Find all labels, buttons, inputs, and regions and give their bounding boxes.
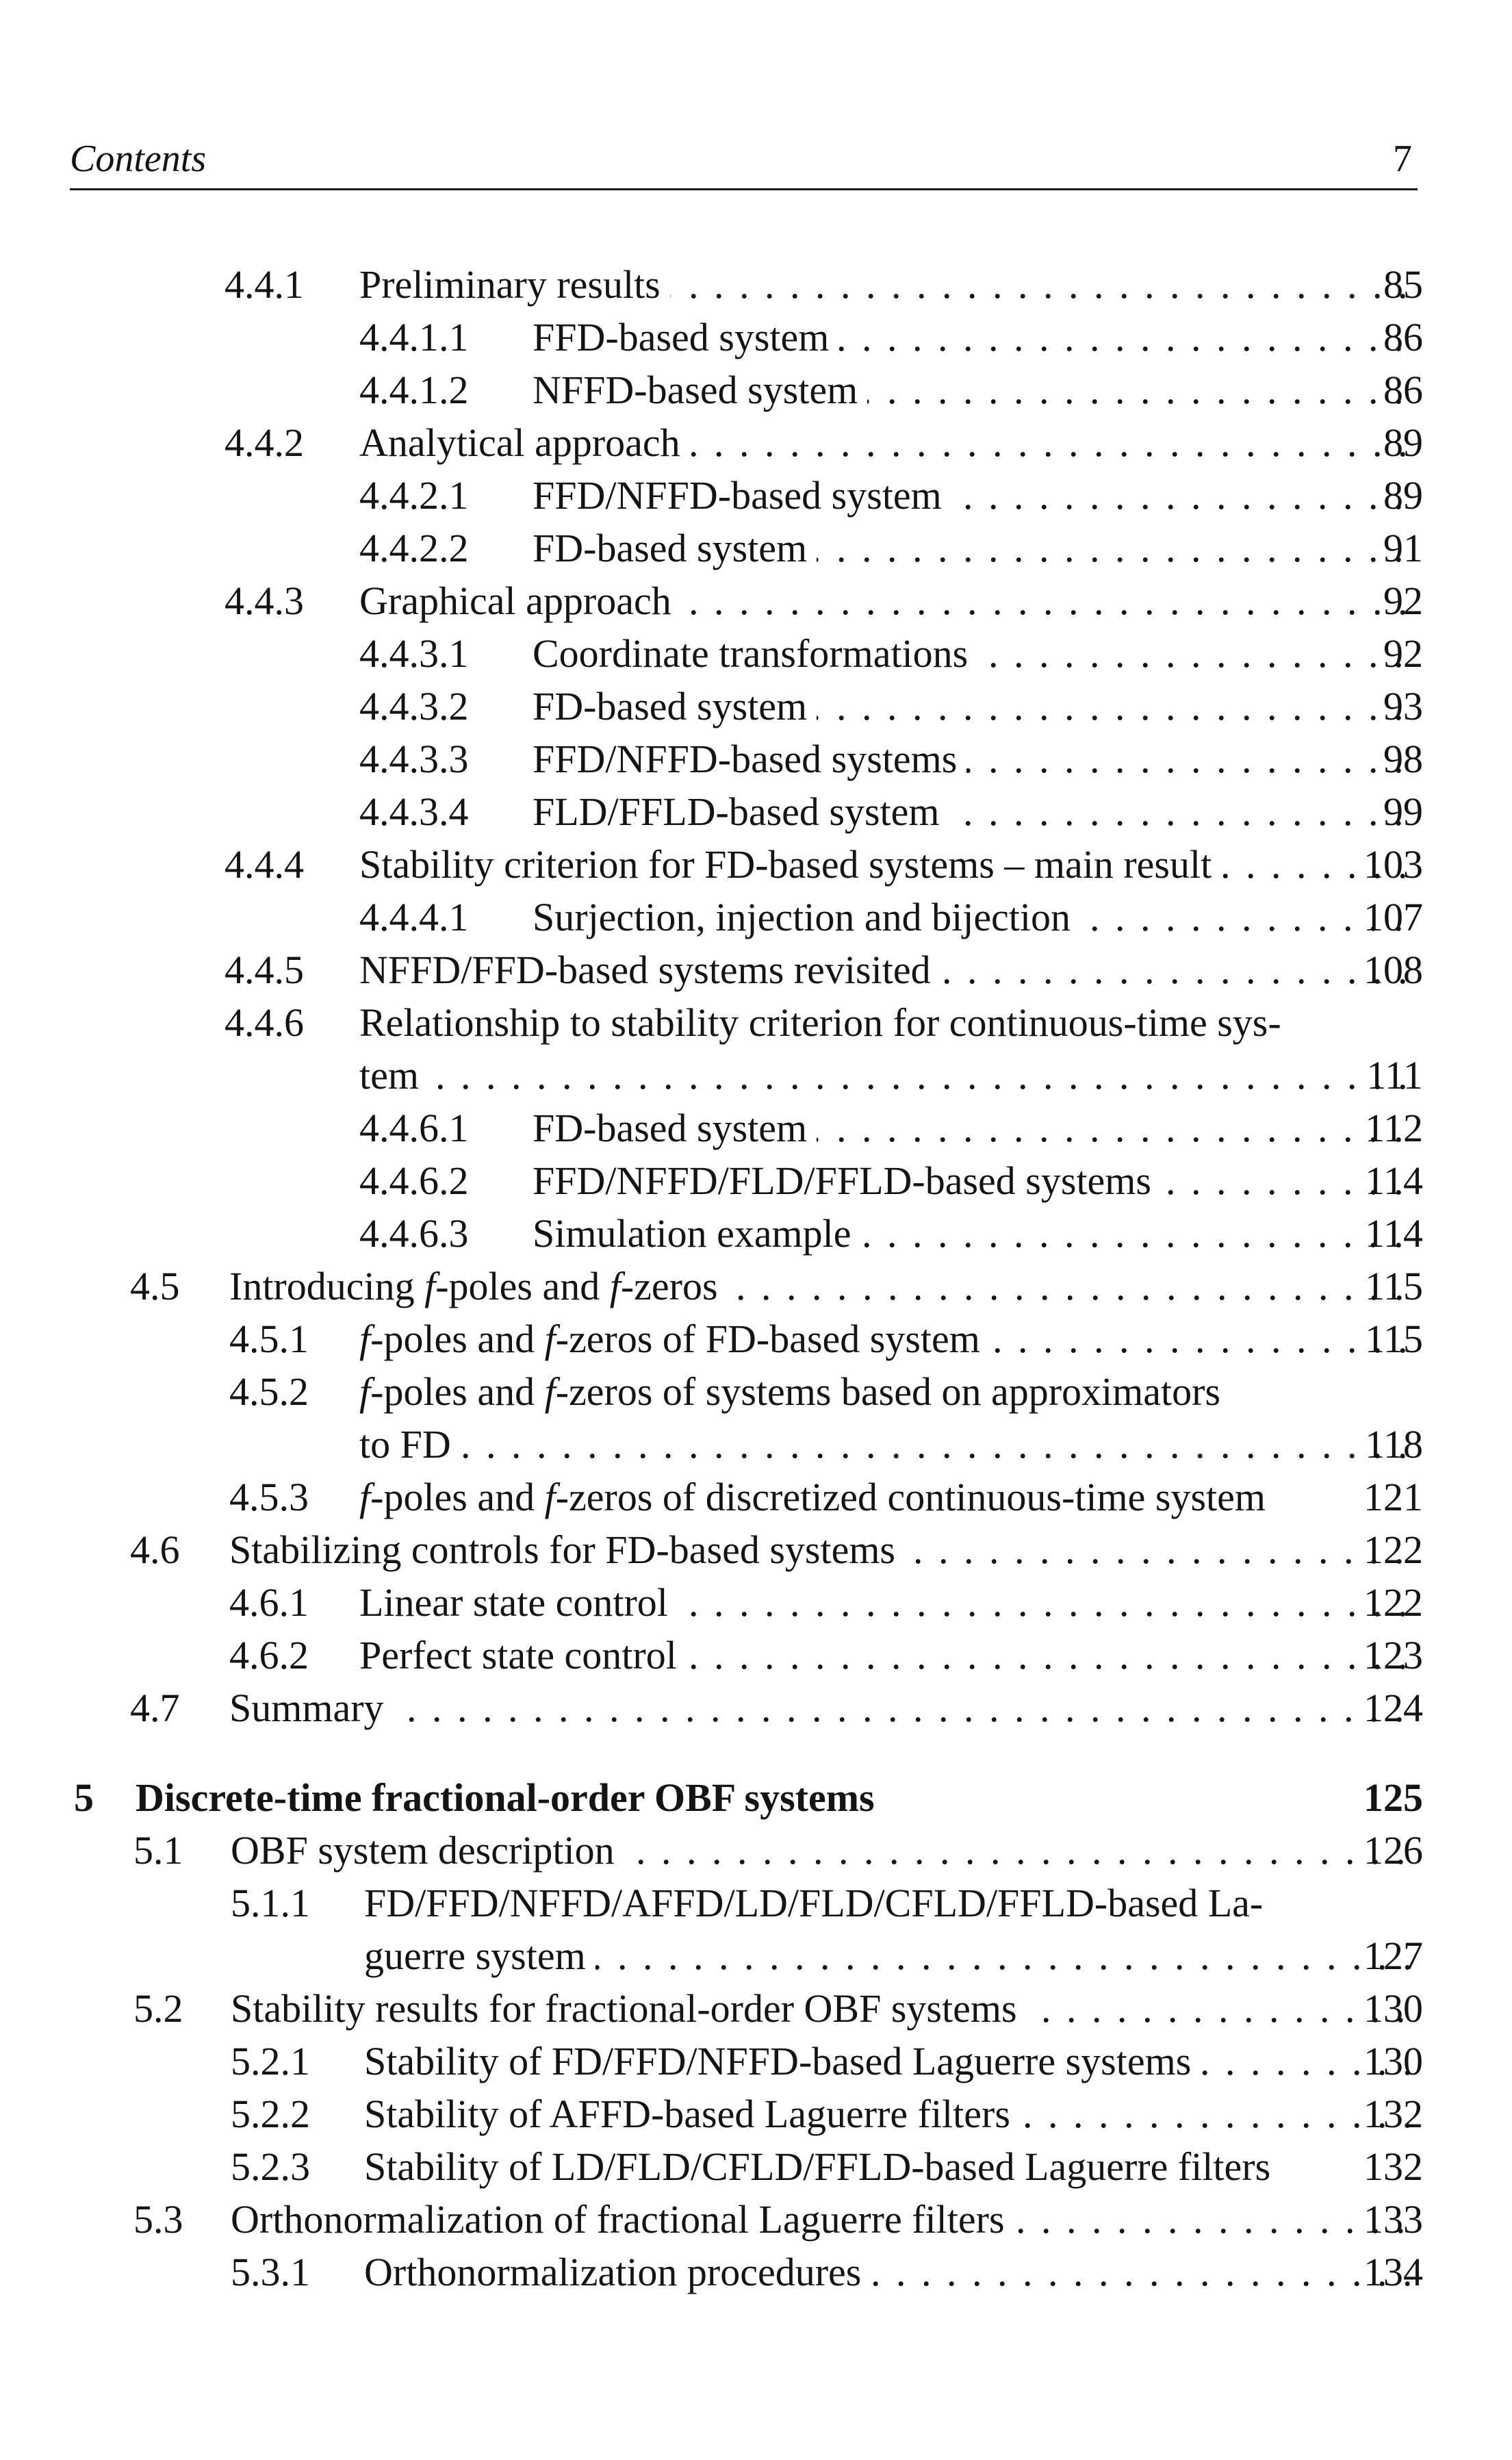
toc-entry-number: 4.4.3 (225, 579, 304, 623)
toc-entry-number: 4.6.1 (229, 1580, 309, 1625)
toc-entry-title: FD-based system (533, 526, 817, 570)
toc-entry-page: 130 (1363, 2039, 1423, 2083)
toc-entry-number: 4.5.3 (229, 1475, 309, 1519)
toc-entry-page: 98 (1383, 737, 1423, 781)
toc-entry-number: 4.6.2 (229, 1633, 309, 1677)
toc-entry-number: 5.1 (133, 1828, 183, 1873)
toc-entry[interactable] (0, 1577, 1512, 1629)
toc-entry-page: 127 (1363, 1933, 1423, 1978)
toc-entry-page: 134 (1363, 2250, 1423, 2294)
toc-entry-title: FFD/NFFD/FLD/FFLD-based systems (533, 1158, 1161, 1203)
toc-entry[interactable] (0, 733, 1512, 785)
toc-entry-title: Perfect state control (359, 1633, 687, 1677)
toc-entry[interactable] (0, 1155, 1512, 1207)
toc-entry-title: Surjection, injection and bijection (533, 895, 1080, 939)
toc-entry-page: 118 (1365, 1422, 1423, 1467)
toc-entry[interactable] (0, 522, 1512, 574)
toc-entry-page: 93 (1383, 684, 1423, 728)
toc-entry-page: 85 (1383, 262, 1423, 307)
toc-entry[interactable] (0, 2088, 1512, 2140)
toc-entry[interactable] (0, 1877, 1512, 1929)
toc-entry-page: 99 (1383, 789, 1423, 834)
toc-entry-number: 4.5.1 (229, 1317, 309, 1361)
toc-entry[interactable] (0, 944, 1512, 996)
toc-entry-page: 124 (1363, 1686, 1423, 1730)
toc-entry-page: 125 (1363, 1775, 1423, 1820)
toc-entry-title: FFD/NFFD-based systems (533, 737, 966, 781)
toc-entry[interactable] (0, 364, 1512, 416)
toc-entry[interactable] (0, 1102, 1512, 1154)
toc-entry-page: 89 (1383, 420, 1423, 465)
toc-entry[interactable] (0, 997, 1512, 1049)
toc-entry[interactable] (0, 417, 1512, 469)
toc-entry[interactable] (0, 1524, 1512, 1576)
toc-entry-title: Relationship to stability criterion for continuous-time sys- (359, 1000, 1291, 1045)
toc-entry-title: f-poles and f-zeros of systems based on approximators (359, 1369, 1230, 1414)
toc-entry-title: Summary (229, 1686, 394, 1730)
toc-entry-title: to FD (359, 1422, 461, 1467)
toc-entry[interactable] (0, 1630, 1512, 1682)
toc-chapter-entry[interactable] (0, 1772, 1512, 1824)
toc-entry-title: FFD-based system (533, 315, 838, 359)
toc-entry-number: 5 (74, 1775, 94, 1820)
toc-entry-title: f-poles and f-zeros of discretized continuous-time system (359, 1475, 1275, 1519)
toc-entry-number: 4.4.1 (225, 262, 304, 307)
toc-entry-title: Stability of FD/FFD/NFFD-based Laguerre systems (364, 2039, 1201, 2083)
toc-entry-title: NFFD/FFD-based systems revisited (359, 948, 940, 992)
toc-entry-page: 122 (1363, 1580, 1423, 1625)
toc-entry-page: 114 (1365, 1158, 1423, 1203)
toc-entry-page: 107 (1363, 895, 1423, 939)
toc-entry-number: 4.4.2.1 (359, 473, 469, 518)
toc-entry[interactable] (0, 1471, 1512, 1523)
toc-entry-page: 111 (1366, 1053, 1423, 1098)
toc-entry-number: 4.4.6 (225, 1000, 304, 1045)
toc-entry-number: 5.3.1 (231, 2250, 310, 2294)
toc-entry-number: 4.6 (130, 1527, 180, 1572)
toc-entry[interactable] (0, 1313, 1512, 1365)
toc-entry-title: Simulation example (533, 1211, 861, 1256)
toc-entry-page: 103 (1363, 842, 1423, 887)
toc-entry-page: 126 (1363, 1828, 1423, 1873)
toc-entry-page: 122 (1363, 1527, 1423, 1572)
toc-entry-number: 4.4.3.2 (359, 684, 469, 728)
toc-entry[interactable] (0, 1682, 1512, 1734)
toc-entry[interactable] (0, 1825, 1512, 1877)
toc-entry-page: 123 (1363, 1633, 1423, 1677)
toc-entry-page: 112 (1365, 1106, 1423, 1150)
toc-entry-number: 4.4.6.2 (359, 1158, 469, 1203)
toc-entry[interactable] (0, 1983, 1512, 2035)
toc-entry[interactable] (0, 2036, 1512, 2088)
toc-entry-number: 4.4.3.3 (359, 737, 469, 781)
toc-entry-title: NFFD-based system (533, 368, 867, 412)
toc-entry[interactable] (0, 470, 1512, 522)
toc-entry-title: guerre system (364, 1933, 595, 1978)
toc-entry-title: Discrete-time fractional-order OBF systems (136, 1775, 884, 1820)
toc-entry[interactable] (0, 2194, 1512, 2246)
toc-entry-title: tem (359, 1053, 428, 1098)
toc-entry-title: Graphical approach (359, 579, 681, 623)
toc-entry-number: 5.2 (133, 1986, 183, 2031)
toc-entry[interactable] (0, 839, 1512, 891)
toc-entry[interactable] (0, 1366, 1512, 1418)
toc-entry-page: 114 (1365, 1211, 1423, 1256)
toc-entry[interactable] (0, 891, 1512, 943)
toc-entry-title: Orthonormalization procedures (364, 2250, 871, 2294)
toc-entry-number: 5.2.3 (231, 2144, 310, 2189)
toc-entry-title: Coordinate transformations (533, 631, 977, 676)
toc-entry-title: Orthonormalization of fractional Laguerre filters (231, 2197, 1014, 2242)
toc-entry-number: 4.5.2 (229, 1369, 309, 1414)
toc-entry-number: 5.2.1 (231, 2039, 310, 2083)
toc-entry-number: 4.4.5 (225, 948, 304, 992)
toc-entry-number: 4.4.4.1 (359, 895, 469, 939)
toc-entry-page: 130 (1363, 1986, 1423, 2031)
toc-entry[interactable] (0, 259, 1512, 311)
toc-entry-title: OBF system description (231, 1828, 624, 1873)
toc-entry-number: 4.4.3.4 (359, 789, 469, 834)
toc-entry-continuation[interactable] (0, 1930, 1512, 1982)
toc-entry-number: 4.4.4 (225, 842, 304, 887)
toc-entry-number: 4.4.6.1 (359, 1106, 469, 1150)
toc-entry-title: FFD/NFFD-based system (533, 473, 951, 518)
toc-entry-number: 4.4.2 (225, 420, 304, 465)
toc-entry-continuation[interactable] (0, 1419, 1512, 1471)
toc-entry-page: 121 (1363, 1475, 1423, 1519)
toc-entry-number: 4.4.2.2 (359, 526, 469, 570)
toc-entry-number: 4.7 (130, 1686, 180, 1730)
toc-entry-number: 5.2.2 (231, 2092, 310, 2136)
running-title: Contents (70, 138, 207, 180)
toc-entry-page: 108 (1363, 948, 1423, 992)
toc-entry-number: 5.1.1 (231, 1881, 310, 1925)
toc-entry-number: 4.4.3.1 (359, 631, 469, 676)
toc-entry[interactable] (0, 575, 1512, 627)
toc-entry-page: 115 (1365, 1264, 1423, 1308)
toc-entry-title: Introducing f-poles and f-zeros (229, 1264, 728, 1308)
toc-entry-page: 86 (1383, 315, 1423, 359)
toc-entry-title: Linear state control (359, 1580, 678, 1625)
toc-entry[interactable] (0, 628, 1512, 680)
toc-entry-number: 4.4.1.2 (359, 368, 469, 412)
toc-entry-title: Analytical approach (359, 420, 690, 465)
toc-entry[interactable] (0, 786, 1512, 838)
toc-entry-title: FD/FFD/NFFD/AFFD/LD/FLD/CFLD/FFLD-based La- (364, 1881, 1272, 1925)
toc-entry-title: FD-based system (533, 684, 817, 728)
toc-entry-title: FD-based system (533, 1106, 817, 1150)
toc-entry-title: f-poles and f-zeros of FD-based system (359, 1317, 990, 1361)
toc-entry-page: 132 (1363, 2144, 1423, 2189)
toc-entry-number: 4.4.6.3 (359, 1211, 469, 1256)
toc-entry-number: 5.3 (133, 2197, 183, 2242)
toc-entry-page: 132 (1363, 2092, 1423, 2136)
toc-entry-page: 89 (1383, 473, 1423, 518)
toc-entry-title: Stability of AFFD-based Laguerre filters (364, 2092, 1020, 2136)
toc-entry-page: 91 (1383, 526, 1423, 570)
toc-entry-title: FLD/FFLD-based system (533, 789, 949, 834)
toc-entry-title: Stability of LD/FLD/CFLD/FFLD-based Laguerre filters (364, 2144, 1280, 2189)
toc-entry[interactable] (0, 2246, 1512, 2298)
toc-entry-page: 92 (1383, 579, 1423, 623)
toc-entry[interactable] (0, 1208, 1512, 1260)
toc-entry-continuation[interactable] (0, 1050, 1512, 1102)
toc-entry[interactable] (0, 312, 1512, 364)
toc-entry-page: 92 (1383, 631, 1423, 676)
toc-entry-page: 86 (1383, 368, 1423, 412)
toc-entry-number: 4.4.1.1 (359, 315, 469, 359)
toc-entry-number: 4.5 (130, 1264, 180, 1308)
toc-entry-page: 133 (1363, 2197, 1423, 2242)
toc-entry[interactable] (0, 681, 1512, 733)
toc-entry-title: Stabilizing controls for FD-based systems (229, 1527, 905, 1572)
toc-entry-title: Stability results for fractional-order OBF systems (231, 1986, 1027, 2031)
toc-entry-page: 115 (1365, 1317, 1423, 1361)
toc-entry[interactable] (0, 1260, 1512, 1313)
page-number: 7 (1393, 138, 1412, 180)
toc-entry[interactable] (0, 2141, 1512, 2193)
toc-entry-title: Preliminary results (359, 262, 670, 307)
toc-entry-title: Stability criterion for FD-based systems – main result (359, 842, 1221, 887)
